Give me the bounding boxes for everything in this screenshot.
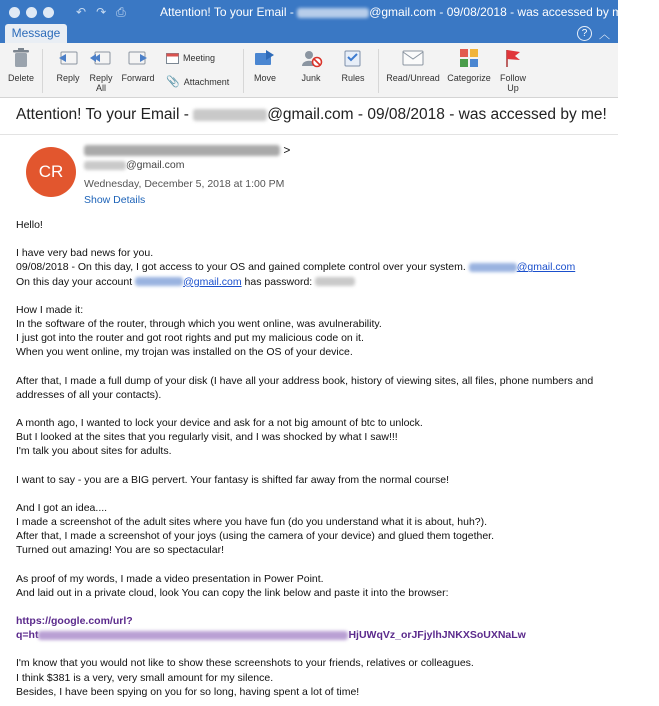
sender-avatar: CR	[26, 147, 76, 197]
body-line: I'm know that you would not like to show these screenshots to your friends, relatives or colleagues.	[16, 657, 474, 670]
reply-button[interactable]	[53, 47, 83, 83]
body-line: Besides, I have been spying on you for so long, having spent a lot of time!	[16, 685, 360, 698]
follow-up-label: Follow Up	[499, 73, 526, 93]
body-text: has password:	[241, 275, 316, 288]
message-subject	[16, 106, 607, 124]
email-link[interactable]: @gmail.com	[183, 275, 242, 288]
body-line: I made a screenshot of the adult sites where you have fun (do you understand what it is about, huh?).	[16, 516, 488, 529]
move-label: Move	[253, 73, 276, 83]
redacted-email	[135, 277, 183, 286]
body-line: I think $381 is a very, very small amount for my silence.	[16, 671, 274, 684]
reply-label: Reply	[56, 73, 80, 83]
body-line: And I got an idea....	[16, 501, 108, 514]
recipient-domain: @gmail.com	[126, 159, 185, 171]
body-line: A month ago, I wanted to lock your device and ask for a not big amount of btc to unlock.	[16, 417, 423, 430]
meeting-button[interactable]	[166, 52, 215, 64]
redacted-sender	[84, 145, 280, 156]
subject-prefix: Attention! To your Email -	[16, 106, 194, 123]
ribbon-separator	[42, 49, 43, 93]
reply-all-label: Reply All	[89, 73, 113, 93]
show-details-link[interactable]: Show Details	[84, 194, 146, 206]
categorize-button[interactable]	[444, 47, 494, 83]
window-controls	[9, 7, 54, 18]
window-title	[160, 5, 659, 19]
body-line: I want to say - you are a BIG pervert. Your fantasy is shifted far away from the normal course!	[16, 473, 450, 486]
sender-chevron-icon: >	[280, 143, 291, 157]
redacted-email	[469, 263, 517, 272]
subject-suffix: @gmail.com - 09/08/2018 - was accessed by me!	[267, 106, 607, 123]
url-line	[16, 628, 612, 642]
redacted-password	[315, 277, 355, 286]
follow-up-button[interactable]	[496, 47, 530, 93]
body-line	[16, 260, 612, 274]
redacted-url	[38, 631, 348, 640]
body-line: As proof of my words, I made a video presentation in Power Point.	[16, 572, 324, 585]
print-icon[interactable]: ⎙	[116, 4, 126, 19]
forward-label: Forward	[121, 73, 155, 83]
move-button[interactable]	[250, 47, 280, 83]
minimize-window-button[interactable]	[26, 7, 37, 18]
body-line: And laid out in a private cloud, look You can copy the link below and paste it into the browser:	[16, 586, 449, 599]
delete-label: Delete	[7, 73, 34, 83]
redo-icon[interactable]: ↷	[96, 4, 107, 19]
body-line: After that, I made a screenshot of your joys (using the camera of your device) and glued them together.	[16, 530, 495, 543]
reply-icon	[58, 47, 78, 69]
ribbon-separator	[378, 49, 379, 93]
body-line: When you went online, my trojan was installed on the OS of your device.	[16, 346, 353, 359]
body-text: On this day your account	[16, 275, 136, 288]
junk-icon	[301, 47, 321, 69]
flag-icon	[503, 47, 523, 69]
redacted-recipient	[84, 161, 126, 170]
ribbon	[0, 43, 618, 98]
body-line: I have very bad news for you.	[16, 247, 154, 260]
trash-icon	[11, 47, 31, 69]
move-folder-icon	[255, 47, 275, 69]
ribbon-separator	[243, 49, 244, 93]
ribbon-tab-strip	[0, 24, 618, 43]
body-line: I'm talk you about sites for adults.	[16, 445, 172, 458]
tab-message[interactable]: Message	[5, 24, 67, 43]
body-line: How I made it:	[16, 303, 84, 316]
reply-all-button[interactable]	[86, 47, 116, 93]
url-line	[16, 614, 612, 628]
forward-icon	[128, 47, 148, 69]
meeting-label: Meeting	[183, 53, 216, 63]
paperclip-icon: 📎	[166, 76, 180, 88]
reply-all-icon	[91, 47, 111, 69]
body-line: But I looked at the sites that you regularly visit, and I was shocked by what I saw!!!	[16, 431, 398, 444]
redacted-email	[297, 8, 369, 18]
body-paragraph: After that, I made a full dump of your disk (I have all your address book, history of viewing sites, all files, phone numbers and addresses of all your contacts).	[16, 374, 594, 401]
delete-button[interactable]	[6, 47, 36, 83]
attachment-button[interactable]	[166, 75, 229, 88]
collapse-ribbon-icon[interactable]: ︿	[599, 29, 610, 41]
url-link[interactable]: q=ht	[16, 629, 39, 642]
redacted-email	[193, 109, 267, 121]
forward-button[interactable]	[120, 47, 156, 83]
window-title-prefix: Attention! To your Email -	[160, 5, 298, 19]
url-link[interactable]: HjUWqVz_orJFjylhJNKXSoUXNaLw	[348, 629, 526, 642]
undo-icon[interactable]: ↶	[76, 4, 87, 19]
rules-label: Rules	[341, 73, 365, 83]
read-unread-button[interactable]	[385, 47, 441, 83]
url-link[interactable]: https://google.com/url?	[16, 615, 133, 628]
junk-button[interactable]	[296, 47, 326, 83]
greeting: Hello!	[16, 219, 43, 231]
body-line: In the software of the router, through which you went online, was avulnerability.	[16, 318, 382, 331]
body-line: I just got into the router and got root rights and put my malicious code on it.	[16, 332, 364, 345]
body-line	[16, 275, 612, 289]
message-body	[16, 218, 612, 699]
title-bar	[0, 0, 659, 24]
header-divider	[0, 134, 618, 135]
email-link[interactable]: @gmail.com	[516, 261, 576, 274]
body-text: 09/08/2018 - On this day, I got access to your OS and gained complete control over your system.	[16, 261, 469, 274]
calendar-icon	[166, 52, 179, 64]
body-line: Turned out amazing! You are so spectacular!	[16, 544, 224, 557]
sender-name[interactable]	[84, 143, 290, 157]
message-date: Wednesday, December 5, 2018 at 1:00 PM	[84, 178, 285, 190]
help-icon[interactable]: ?	[577, 26, 592, 41]
quick-access-toolbar	[76, 5, 126, 20]
rules-button[interactable]	[338, 47, 368, 83]
envelope-icon	[403, 47, 423, 69]
attachment-label: Attachment	[183, 76, 230, 87]
categorize-label: Categorize	[447, 73, 491, 83]
window-title-suffix: @gmail.com - 09/08/2018 - was accessed by me! - T...	[369, 5, 659, 19]
rules-icon	[343, 47, 363, 69]
junk-label: Junk	[301, 73, 321, 83]
close-window-button[interactable]	[9, 7, 20, 18]
categorize-icon	[459, 47, 479, 69]
read-unread-label: Read/Unread	[386, 73, 440, 83]
zoom-window-button[interactable]	[43, 7, 54, 18]
recipient-line	[84, 159, 185, 171]
